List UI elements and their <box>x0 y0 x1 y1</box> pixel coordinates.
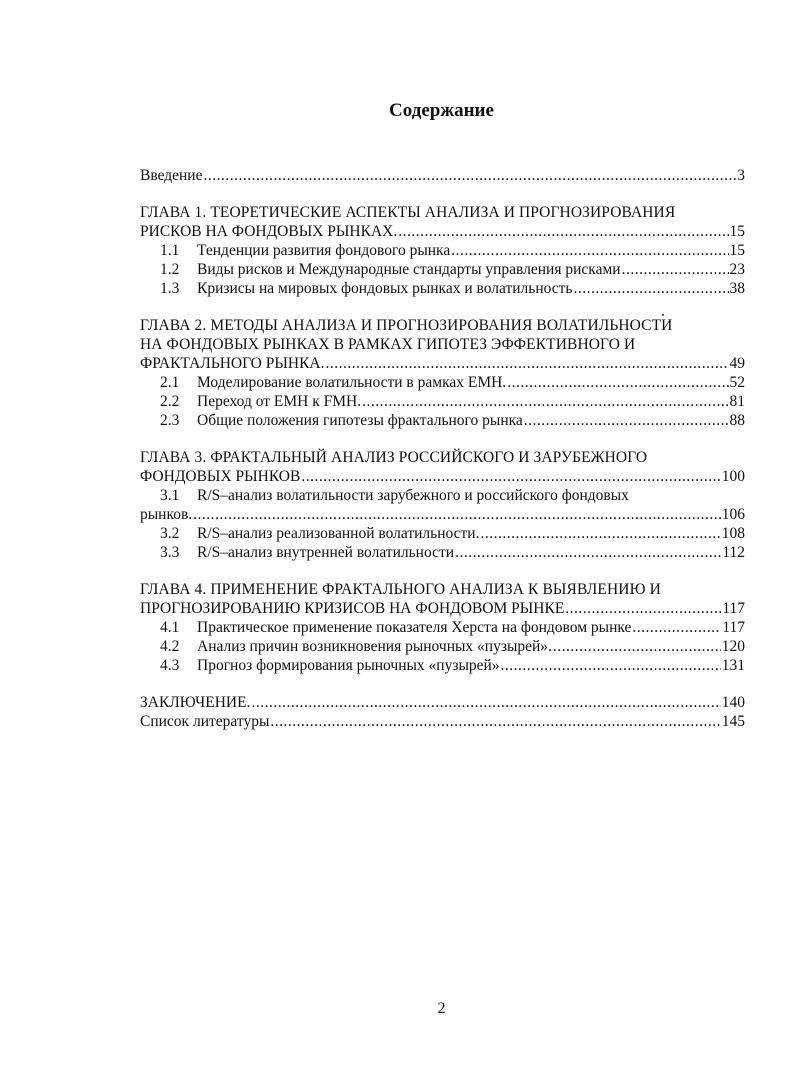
leader-dots <box>251 693 720 712</box>
section-label: Виды рисков и Международные стандарты управления рисками <box>197 261 621 278</box>
chapter-1-entry[interactable] <box>140 222 745 241</box>
toc-page-number: 100 <box>721 468 745 485</box>
section-2-3-entry[interactable] <box>140 411 745 430</box>
section-number: 2.2 <box>160 393 180 410</box>
toc-page-number: 3 <box>737 167 745 184</box>
leader-dots <box>565 599 721 618</box>
section-number: 4.3 <box>160 657 180 674</box>
toc-page-number: 49 <box>729 355 745 372</box>
section-label: Моделирование волатильности в рамках ЕМН. <box>197 374 507 391</box>
table-of-contents <box>140 166 745 731</box>
section-number: 1.1 <box>160 242 180 259</box>
toc-page-number: 131 <box>721 657 745 674</box>
leader-dots <box>480 524 720 543</box>
section-label: R/S–анализ волатильности зарубежного и российского фондовых <box>197 487 629 504</box>
section-1-2-entry[interactable] <box>140 260 745 279</box>
chapter-1-title-last-line: РИСКОВ НА ФОНДОВЫХ РЫНКАХ. <box>140 223 398 240</box>
toc-entry-label: ЗАКЛЮЧЕНИЕ. <box>140 694 251 711</box>
chapter-3-title-last-line: ФОНДОВЫХ РЫНКОВ <box>140 468 301 485</box>
chapter-2-block <box>140 316 745 430</box>
toc-entry-conclusion[interactable] <box>140 693 745 712</box>
leader-dots <box>203 166 736 185</box>
section-4-3-entry[interactable] <box>140 656 745 675</box>
section-4-1-entry[interactable] <box>140 618 745 637</box>
section-1-3-entry[interactable] <box>140 279 745 298</box>
leader-dots <box>301 467 720 486</box>
section-number: 3.1 <box>160 487 180 504</box>
page-number: 2 <box>437 1000 446 1017</box>
toc-page-number: 117 <box>722 600 745 617</box>
section-2-2-entry[interactable] <box>140 392 745 411</box>
leader-dots <box>326 354 729 373</box>
section-number: 2.3 <box>160 412 180 429</box>
chapter-1-title-line[interactable]: ГЛАВА 1. ТЕОРЕТИЧЕСКИЕ АСПЕКТЫ АНАЛИЗА И ПРОГНОЗИРОВАНИЯ <box>140 204 676 221</box>
leader-dots <box>193 505 721 524</box>
toc-page-number: 145 <box>721 713 745 730</box>
toc-entry-label: Список литературы <box>140 713 270 730</box>
section-label: Прогноз формирования рыночных «пузырей» <box>197 657 500 674</box>
toc-page-number: 106 <box>721 506 745 523</box>
toc-entry-label: Введение <box>140 167 203 184</box>
toc-page-number: 15 <box>729 242 745 259</box>
chapter-4-title-line[interactable]: ГЛАВА 4. ПРИМЕНЕНИЕ ФРАКТАЛЬНОГО АНАЛИЗА К ВЫЯВЛЕНИЮ И <box>140 581 661 598</box>
section-label: Практическое применение показателя Херста на фондовом рынке <box>197 619 632 636</box>
toc-page-number: 112 <box>722 544 745 561</box>
chapter-4-title-last-line: ПРОГНОЗИРОВАНИЮ КРИЗИСОВ НА ФОНДОВОМ РЫНКЕ <box>140 600 565 617</box>
section-3-1-entry[interactable] <box>140 505 745 524</box>
leader-dots <box>455 543 721 562</box>
chapter-1-block <box>140 203 745 298</box>
toc-page-number: 140 <box>721 694 745 711</box>
toc-page-number: 52 <box>729 374 745 391</box>
toc-page-number: 15 <box>729 223 745 240</box>
leader-dots <box>574 279 729 298</box>
page-title: Содержание <box>389 100 494 121</box>
section-label: Кризисы на мировых фондовых рынках и волатильность <box>197 280 573 297</box>
leader-dots <box>398 222 728 241</box>
section-number: 1.2 <box>160 261 180 278</box>
section-number: 3.3 <box>160 544 180 561</box>
leader-dots <box>451 241 728 260</box>
section-label: R/S–анализ реализованной волатильности. <box>197 525 480 542</box>
section-3-2-entry[interactable] <box>140 524 745 543</box>
section-label: Анализ причин возникновения рыночных «пузырей». <box>197 638 552 655</box>
leader-dots <box>507 373 728 392</box>
leader-dots <box>270 712 720 731</box>
leader-dots <box>524 411 729 430</box>
section-label: Общие положения гипотезы фрактального рынка <box>197 412 523 429</box>
section-number: 4.2 <box>160 638 180 655</box>
section-number: 2.1 <box>160 374 180 391</box>
section-label: R/S–анализ внутренней волатильности <box>197 544 455 561</box>
toc-entry-intro[interactable] <box>140 166 745 185</box>
section-4-2-entry[interactable] <box>140 637 745 656</box>
toc-page-number: 88 <box>729 412 745 429</box>
chapter-4-entry[interactable] <box>140 599 745 618</box>
chapter-2-title-line[interactable]: НА ФОНДОВЫХ РЫНКАХ В РАМКАХ ГИПОТЕЗ ЭФФЕКТИВНОГО И <box>140 336 636 353</box>
chapter-2-entry[interactable] <box>140 354 745 373</box>
chapter-3-entry[interactable] <box>140 467 745 486</box>
section-3-1-first-line[interactable] <box>140 486 745 505</box>
section-3-3-entry[interactable] <box>140 543 745 562</box>
toc-page-number: 81 <box>729 393 745 410</box>
section-number: 4.1 <box>160 619 180 636</box>
leader-dots <box>632 618 721 637</box>
chapter-2-title-last-line: ФРАКТАЛЬНОГО РЫНКА. <box>140 355 325 372</box>
backmatter-block <box>140 693 745 731</box>
section-number: 1.3 <box>160 280 180 297</box>
chapter-3-title-line[interactable]: ГЛАВА 3. ФРАКТАЛЬНЫЙ АНАЛИЗ РОССИЙСКОГО И ЗАРУБЕЖНОГО <box>140 449 648 466</box>
leader-dots <box>553 637 721 656</box>
leader-dots <box>362 392 728 411</box>
chapter-3-block <box>140 448 745 562</box>
chapter-2-title-line[interactable]: ГЛАВА 2. МЕТОДЫ АНАЛИЗА И ПРОГНОЗИРОВАНИЯ ВОЛАТИЛЬНОСТИ <box>140 317 673 334</box>
toc-entry-references[interactable] <box>140 712 745 731</box>
toc-page-number: 38 <box>729 280 745 297</box>
section-label: Переход от ЕМН к FMH. <box>197 393 362 410</box>
chapter-4-block <box>140 580 745 675</box>
section-1-1-entry[interactable] <box>140 241 745 260</box>
toc-page-number: 23 <box>729 261 745 278</box>
leader-dots <box>622 260 729 279</box>
section-number: 3.2 <box>160 525 180 542</box>
toc-page-number: 108 <box>721 525 745 542</box>
section-2-1-entry[interactable] <box>140 373 745 392</box>
section-label-continuation: рынков. <box>140 506 193 523</box>
toc-page-number: 120 <box>721 638 745 655</box>
leader-dots <box>501 656 721 675</box>
section-label: Тенденции развития фондового рынка <box>197 242 451 259</box>
toc-page-number: 117 <box>722 619 745 636</box>
